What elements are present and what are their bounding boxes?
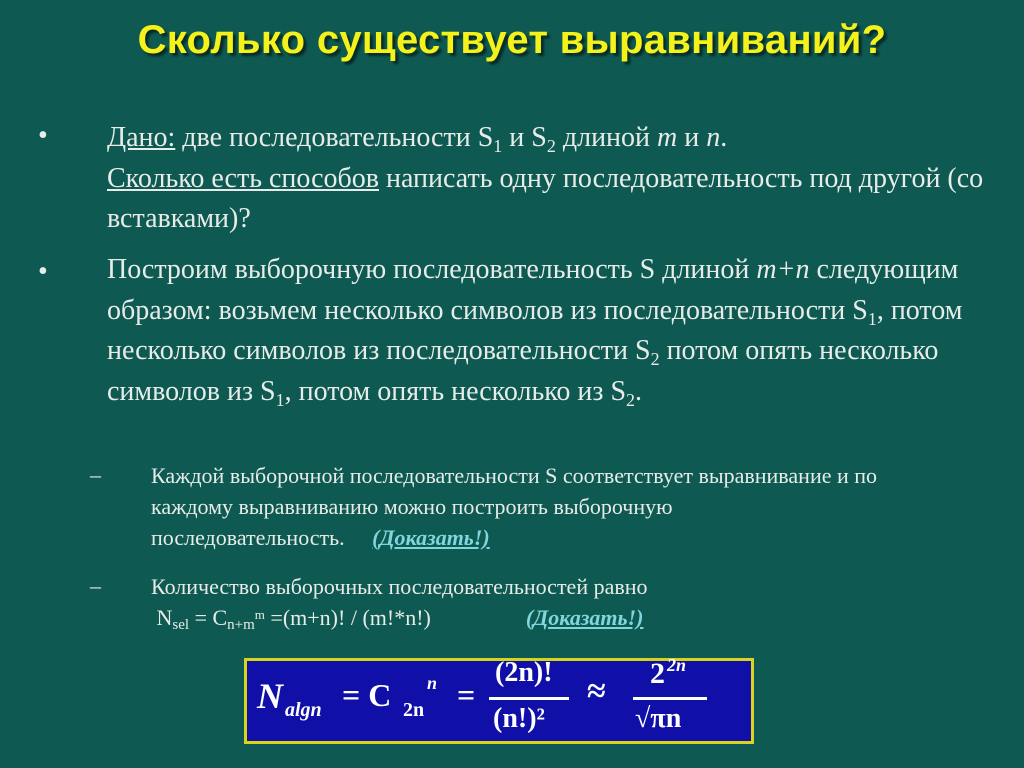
var-m: m [657, 122, 678, 153]
formula-box [244, 655, 754, 744]
subscript: n+m [227, 617, 255, 633]
prove-link[interactable]: (Доказать!) [525, 605, 644, 630]
given-label: Дано: [107, 122, 176, 153]
formula-den2: √πn [635, 703, 682, 734]
formula-n-sub: algn [285, 699, 322, 721]
subscript: 1 [493, 136, 503, 156]
dash-marker: – [90, 573, 101, 598]
formula-num1: (2n)! [495, 657, 553, 688]
text: следующим образом: возьмем несколько символов из последовательности S [107, 254, 959, 326]
text: длиной [555, 122, 658, 153]
formula-num2-exp: 2n [667, 655, 687, 675]
text: и S [502, 122, 547, 153]
text: и [677, 122, 707, 153]
formula-eq1: = C [342, 677, 392, 713]
subscript: 1 [867, 308, 877, 329]
text: . [720, 122, 728, 153]
subscript: 1 [275, 389, 285, 410]
dash-marker: – [90, 462, 101, 487]
formula-num2-base: 2 [650, 657, 665, 690]
formula-eq2: = [457, 677, 476, 713]
text: N [156, 605, 173, 630]
sub-bullet-count [151, 571, 951, 633]
formula-den1: (n!)² [493, 703, 545, 734]
prove-link[interactable]: (Доказать!) [372, 525, 490, 550]
fraction-line [633, 697, 707, 700]
text: написать одну последовательность под другой (со вставками)? [107, 162, 984, 234]
bullet-marker: • [38, 256, 48, 287]
text: Построим выборочную последовательность S длиной [107, 254, 757, 285]
text: =(m+n)! / (m!*n!) [264, 605, 431, 630]
subscript: sel [172, 617, 190, 633]
text: , потом несколько символов из последовательности S [107, 294, 963, 366]
superscript: m [254, 607, 265, 622]
formula-n: N [257, 676, 283, 716]
text: . [635, 375, 643, 407]
bullet-marker: • [38, 120, 48, 151]
bullet-given [107, 118, 987, 240]
text: Количество выборочных последовательностей равно [151, 574, 648, 599]
formula-approx: ≈ [587, 673, 606, 710]
var-n: n [706, 122, 721, 153]
text: Каждой выборочной последовательности S соответствует выравнивание и по каждому выравниванию можно построить выборочную последовательность. [151, 463, 878, 550]
subscript: 2 [626, 389, 636, 410]
text: , потом опять несколько из S [284, 375, 627, 407]
sub-bullet-correspondence [151, 460, 951, 553]
slide-title: Сколько существует выравниваний? [137, 18, 887, 62]
question-label: Сколько есть способов [107, 162, 379, 194]
bullet-construct [107, 250, 987, 412]
var-mn: m+n [756, 254, 810, 285]
subscript: 2 [650, 349, 660, 369]
formula-c-sup: n [427, 673, 438, 693]
text: = C [189, 605, 228, 630]
text: потом опять несколько символов из S [107, 335, 939, 407]
formula-c-sub: 2n [403, 699, 425, 721]
fraction-line [489, 697, 569, 700]
text: две последовательности S [175, 122, 494, 153]
subscript: 2 [546, 136, 556, 156]
